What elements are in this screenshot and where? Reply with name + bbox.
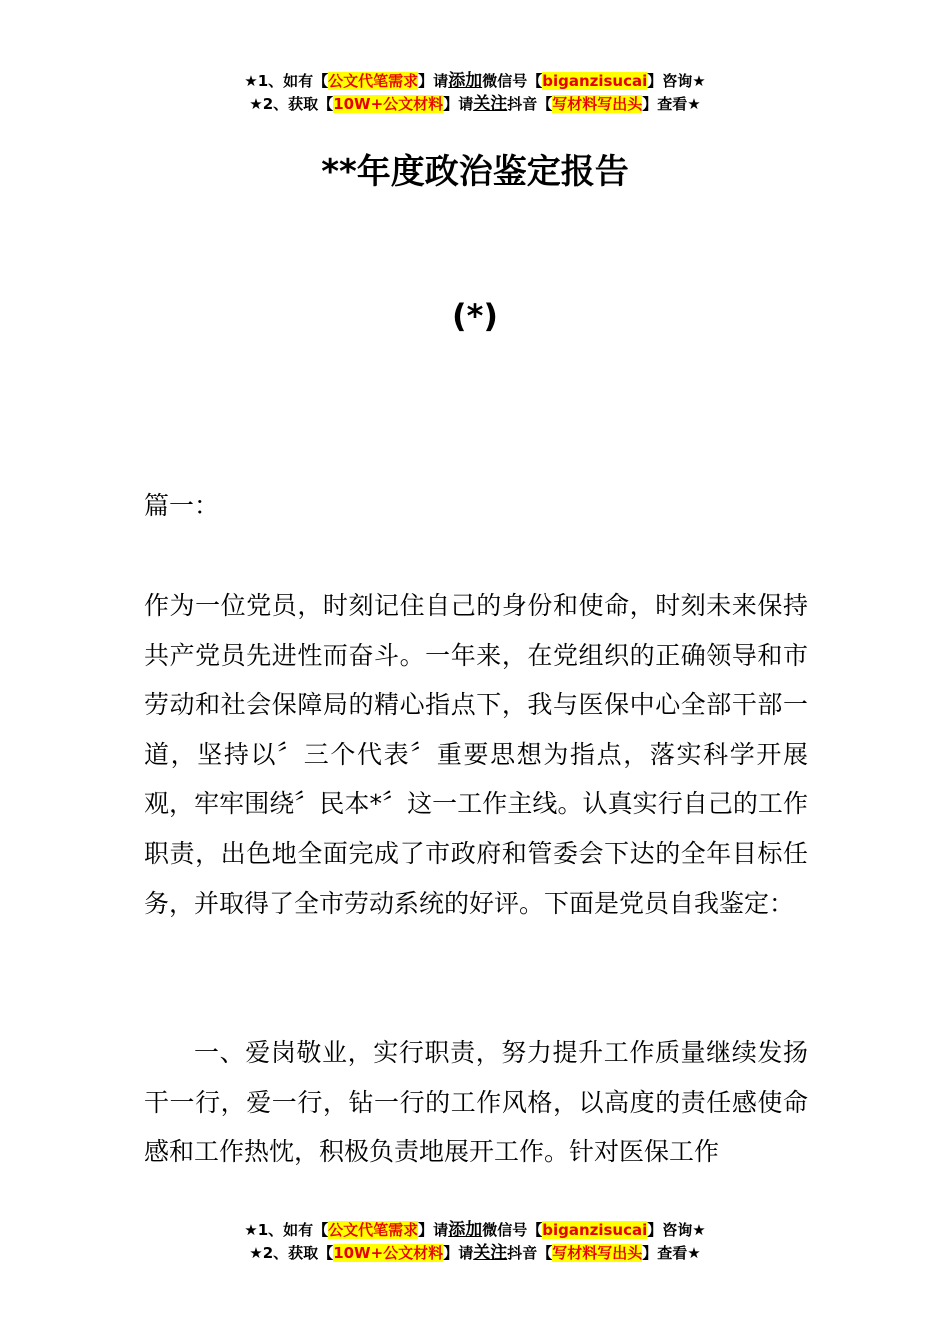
promo-text: ★1、如有【 <box>244 1221 329 1239</box>
promo-emphasis: 关注 <box>473 1243 508 1263</box>
promo-highlight-wechat: biganzisucai <box>542 72 648 90</box>
promo-text: 】查看★ <box>642 1244 701 1262</box>
body-paragraph: 作为一位党员，时刻记住自己的身份和使命，时刻未来保持共产党员先进性而奋斗。一年来，在党组织的正确领导和市劳动和社会保障局的精心指点下，我与医保中心全部干部一道，坚持以〞三个代表〞重要思想为指点，落实科学开展观，牢牢围绕〞民本*〞这一工作主线。认真实行自己的工作职责，出色地全面完成了市政府和管委会下达的全年目标任务，并取得了全市劳动系统的好评。下面是党员自我鉴定： <box>144 591 808 918</box>
promo-text: 微信号【 <box>482 72 543 90</box>
promo-highlight-douyin: 写材料写出头 <box>552 1244 643 1262</box>
promo-text: 】查看★ <box>642 95 701 113</box>
promo-text: ★2、获取【 <box>249 95 334 113</box>
promo-highlight-douyin: 写材料写出头 <box>552 95 643 113</box>
promo-line-2 <box>0 93 950 116</box>
promo-line-1 <box>0 1219 950 1242</box>
document-title: **年度政治鉴定报告 <box>321 152 629 192</box>
promo-highlight-wechat: biganzisucai <box>542 1221 648 1239</box>
promo-text: 】请 <box>418 72 449 90</box>
promo-text: 】请 <box>443 95 474 113</box>
promo-text: 】请 <box>443 1244 474 1262</box>
promo-text: 抖音【 <box>507 1244 553 1262</box>
promo-emphasis: 添加 <box>448 1220 483 1240</box>
promo-text: 微信号【 <box>482 1221 543 1239</box>
promo-line-2 <box>0 1242 950 1265</box>
promo-highlight-materials: 10W+公文材料 <box>333 1244 444 1262</box>
body-paragraph: 一、爱岗敬业，实行职责，努力提升工作质量继续发扬干一行，爱一行，钻一行的工作风格，以高度的责任感使命感和工作热忱，积极负责地展开工作。针对医保工作 <box>144 1038 808 1167</box>
promo-highlight-service: 公文代笔需求 <box>328 1221 419 1239</box>
promo-text: 】请 <box>418 1221 449 1239</box>
promo-header <box>0 70 950 116</box>
promo-text: ★1、如有【 <box>244 72 329 90</box>
promo-text: 抖音【 <box>507 95 553 113</box>
document-subtitle: (*) <box>452 297 498 335</box>
promo-highlight-materials: 10W+公文材料 <box>333 95 444 113</box>
promo-emphasis: 关注 <box>473 94 508 114</box>
promo-text: 】咨询★ <box>647 1221 706 1239</box>
promo-footer <box>0 1219 950 1265</box>
promo-line-1 <box>0 70 950 93</box>
promo-text: ★2、获取【 <box>249 1244 334 1262</box>
promo-text: 】咨询★ <box>647 72 706 90</box>
section-label: 篇一： <box>144 491 220 520</box>
promo-highlight-service: 公文代笔需求 <box>328 72 419 90</box>
promo-emphasis: 添加 <box>448 71 483 91</box>
